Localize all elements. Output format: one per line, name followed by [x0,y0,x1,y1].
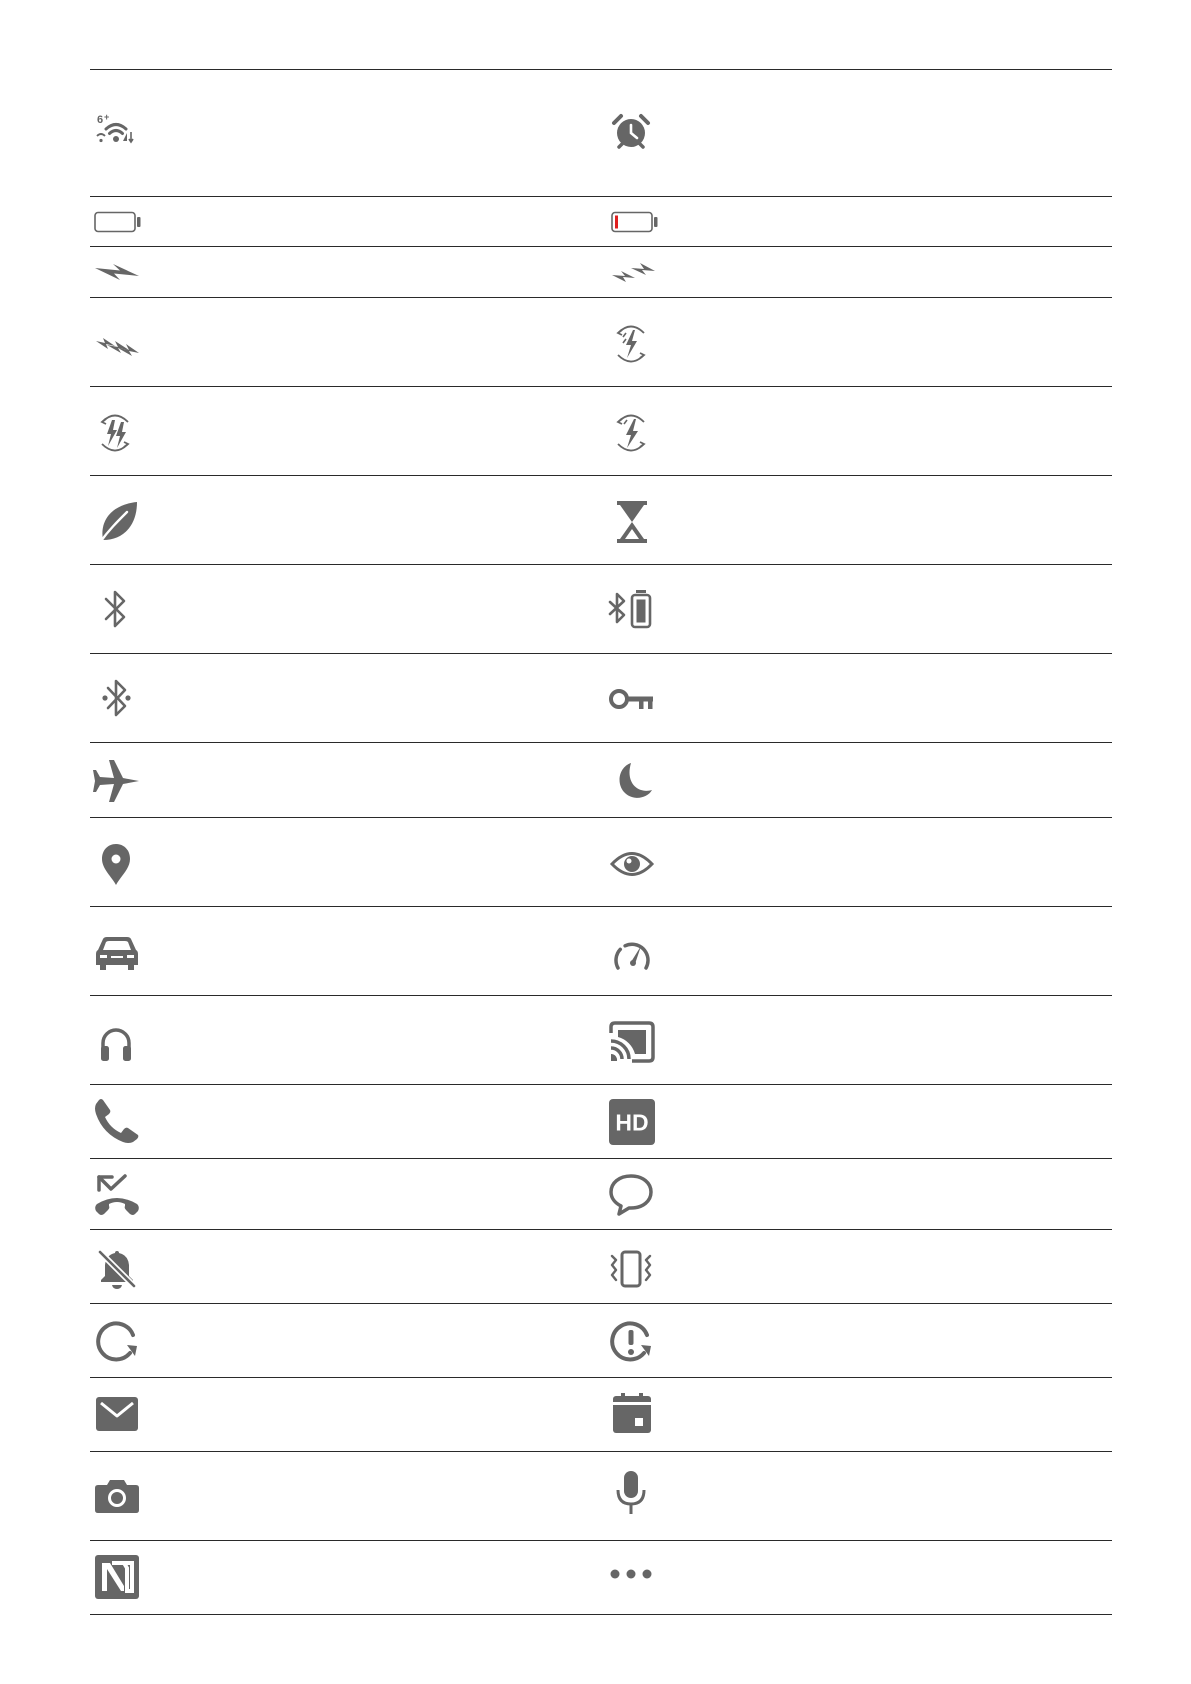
alarm-clock-icon [611,112,651,152]
moon-icon [614,761,654,801]
message-bubble-icon [608,1173,654,1217]
table-rule [90,386,1112,387]
table-rule [90,196,1112,197]
car-icon [94,934,140,972]
wireless-quick-charging-icon [98,408,132,458]
vpn-key-icon [609,687,655,711]
sync-failed-icon [608,1319,654,1365]
table-rule [90,817,1112,818]
table-rule [90,1084,1112,1085]
nfc-icon [94,1554,140,1600]
table-rule [90,1229,1112,1230]
calendar-icon [612,1392,652,1434]
email-icon [94,1395,140,1433]
battery-low-icon [611,211,659,233]
wifi-6-plus-icon [94,112,138,148]
bluetooth-icon [102,587,130,631]
performance-gauge-icon [612,934,652,972]
headphones-icon [99,1025,133,1063]
location-pin-icon [99,842,133,886]
wireless-super-charging-icon [614,408,648,458]
super-charging-icon [611,261,657,283]
screen-cast-icon [608,1021,656,1063]
table-rule [90,475,1112,476]
eye-comfort-icon [610,849,654,879]
svg-text:+: + [104,112,110,122]
hourglass-icon [614,500,650,544]
more-notifications-icon [608,1567,654,1581]
table-rule [90,1614,1112,1615]
phone-call-icon [93,1098,139,1144]
hd-voice-icon [609,1099,655,1145]
table-rule [90,1540,1112,1541]
table-rule [90,1303,1112,1304]
table-rule [90,995,1112,996]
power-saving-leaf-icon [97,500,139,542]
table-rule [90,653,1112,654]
svg-text:6: 6 [97,114,104,126]
table-rule [90,742,1112,743]
vibrate-icon [608,1250,654,1288]
table-rule [90,906,1112,907]
airplane-icon [93,758,141,804]
table-rule [90,564,1112,565]
syncing-icon [94,1319,140,1365]
bluetooth-battery-icon [608,589,654,629]
missed-call-icon [93,1173,141,1217]
silent-bell-icon [96,1248,138,1290]
table-rule [90,1158,1112,1159]
table-rule [90,69,1112,70]
camera-icon [94,1477,140,1515]
quick-charging-icon [94,335,140,357]
table-rule [90,1377,1112,1378]
table-rule [90,246,1112,247]
wireless-charging-icon [614,319,648,369]
svg-text:HD: HD [615,1109,649,1136]
bluetooth-connected-icon [101,676,133,720]
battery-empty-icon [94,211,142,233]
charging-icon [94,261,140,283]
microphone-icon [614,1470,648,1516]
table-rule [90,1451,1112,1452]
table-rule [90,297,1112,298]
